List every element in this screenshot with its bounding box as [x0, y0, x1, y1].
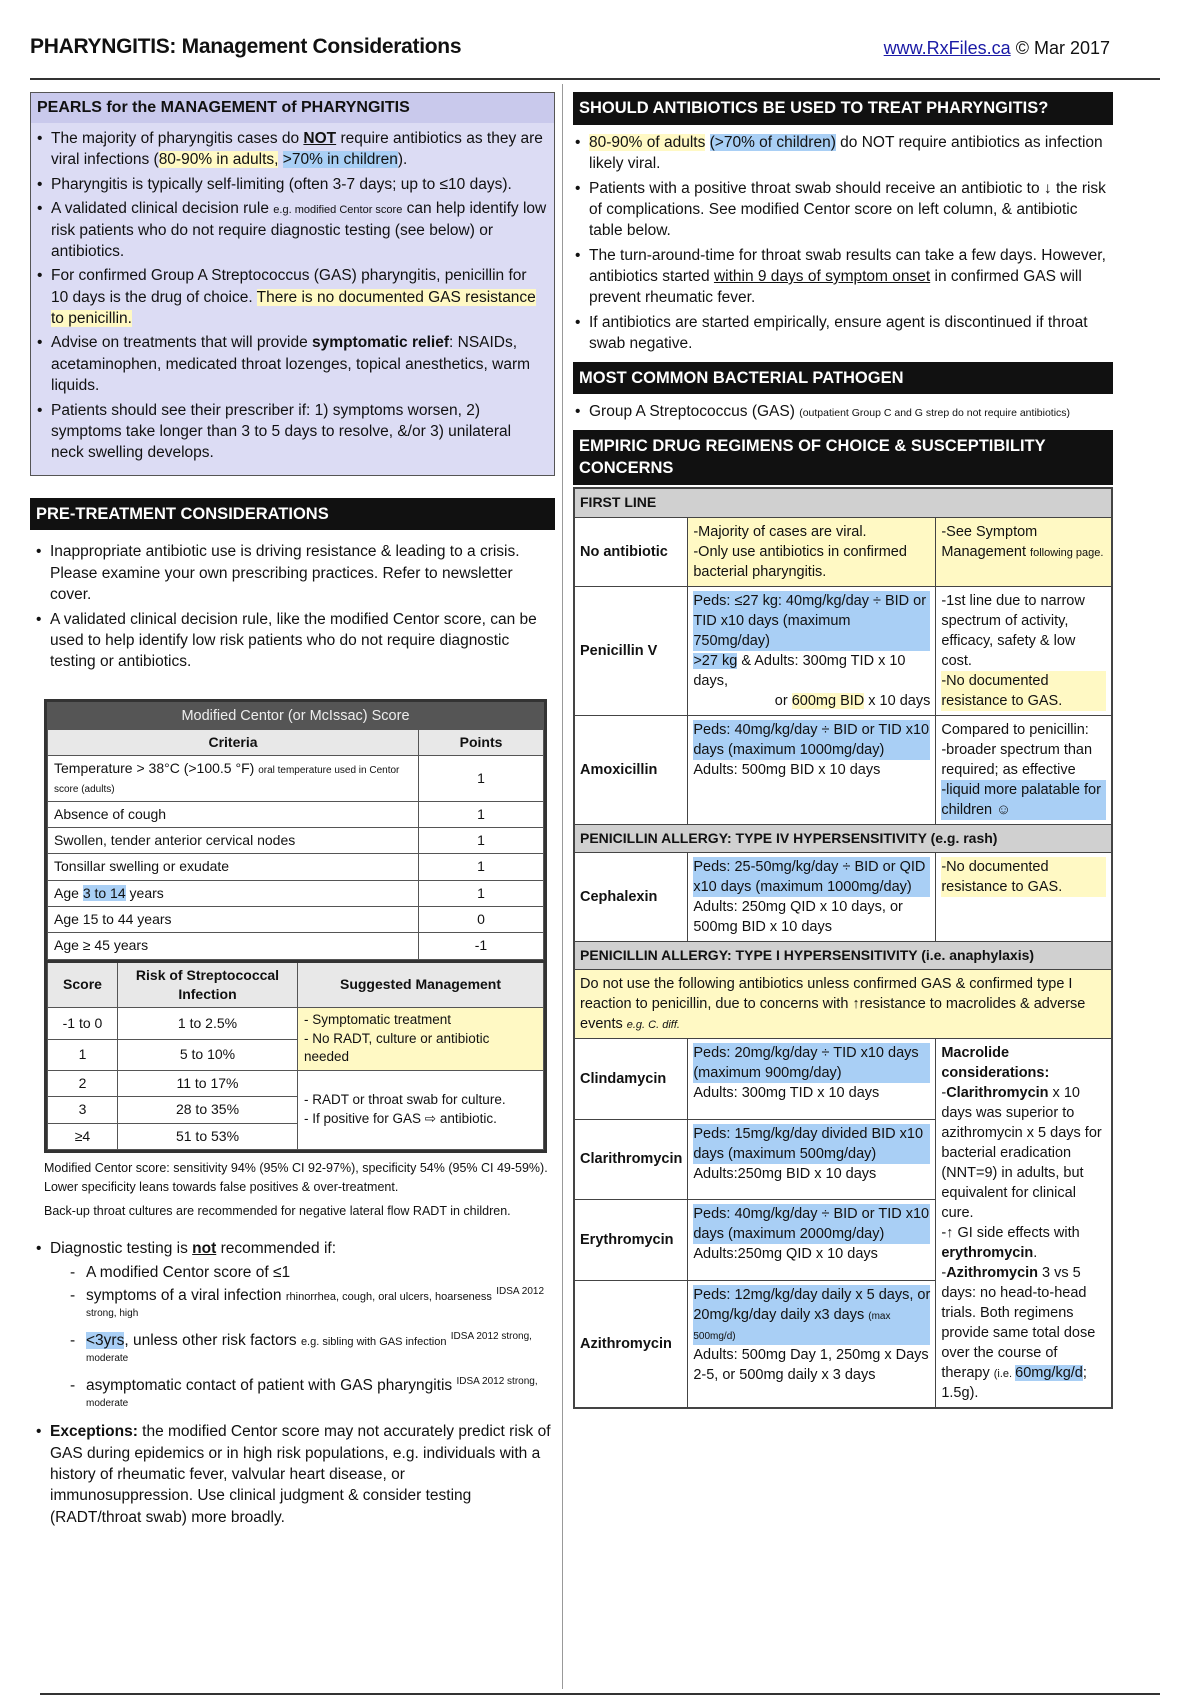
diag-item: - symptoms of a viral infection rhinorrhea, cough, oral ulcers, hoarseness $^{IDSA 2012 strong, high}$ — [70, 1285, 551, 1328]
criteria-row: Age 3 to 14 years 1 — [48, 880, 544, 906]
should-list — [573, 125, 1113, 362]
should-item: • 80-90% of adults (>70% of children) do NOT require antibiotics as infection likely viral. — [575, 132, 1109, 175]
header-divider — [30, 78, 1160, 80]
pearls-box — [30, 123, 555, 476]
macrolide-considerations: Macrolide considerations: -Clarithromycin x 10 days was superior to azithromycin x 5 days for bacterial eradication (NNT=9) in adults, but equivalent for clinical cure. -↑ GI side effects with erythromycin. -Azithromycin 3 vs 5 days: no head-to-head trials. Both regimens provide same total dose over the course of therapy (i.e. 60mg/kg/d; 1.5g). — [936, 1039, 1112, 1408]
centor-note: Modified Centor score: sensitivity 94% (95% CI 92-97%), specificity 54% (95% CI 49-59%). Lower specificity leans towards false positives & over-treatment. — [44, 1160, 548, 1194]
page-title: PHARYNGITIS: Management Considerations — [30, 35, 462, 58]
drug-name: Amoxicillin — [575, 715, 688, 824]
site-link[interactable]: www.RxFiles.ca — [883, 38, 1011, 58]
regimen-table — [573, 487, 1113, 1409]
criteria-row: Absence of cough 1 — [48, 801, 544, 827]
criteria-row: Age ≥ 45 years -1 — [48, 933, 544, 959]
should-heading: SHOULD ANTIBIOTICS BE USED TO TREAT PHARYNGITIS? — [573, 92, 1113, 125]
macrolide-warning: Do not use the following antibiotics unless confirmed GAS & confirmed type I reaction to penicillin, due to concerns with ↑resistance to macrolides & adverse events e.g. C. diff. — [575, 970, 1112, 1039]
risk-row: 3 28 to 35% — [48, 1097, 544, 1123]
allergy-type1-header: PENICILLIN ALLERGY: TYPE I HYPERSENSITIVITY (i.e. anaphylaxis) — [575, 941, 1112, 969]
risk-row: 2 11 to 17% - RADT or throat swab for culture. - If positive for GAS ⇨ antibiotic. — [48, 1071, 544, 1097]
pearls-item: • Pharyngitis is typically self-limiting (often 3-7 days; up to ≤10 days). — [37, 174, 548, 195]
pearls-heading: PEARLS for the MANAGEMENT of PHARYNGITIS — [30, 92, 555, 123]
pearls-item: • Patients should see their prescriber if: 1) symptoms worsen, 2) symptoms take longer than 3 to 5 days to resolve, &/or 3) unilateral neck swelling develops. — [37, 400, 548, 464]
drug-row-clindamycin: Clindamycin Peds: 20mg/kg/day ÷ TID x10 days (maximum 900mg/day) Adults: 300mg TID x 10 days Macrolide considerations: -Clarithromycin x 10 days was superior to azithromycin x 5 days for bacterial eradication (NNT=9) in adults, but equivalent for clinical cure. -↑ GI side effects with erythromycin. -Azithromycin 3 vs 5 days: no head-to-head trials. Both regimens provide same total dose over the course of therapy (i.e. 60mg/kg/d; 1.5g). — [575, 1039, 1112, 1120]
drug-row-penicillin: Penicillin V Peds: ≤27 kg: 40mg/kg/day ÷ BID or TID x10 days (maximum 750mg/day) >27 kg & Adults: 300mg TID x 10 days, or 600mg BID x 10 days -1st line due to narrow spectrum of activity, efficacy, safety & low cost. -No documented resistance to GAS. — [575, 586, 1112, 715]
drug-name: Erythromycin — [575, 1200, 688, 1281]
pearls-item: • Advise on treatments that will provide symptomatic relief: NSAIDs, acetaminophen, medicated throat lozenges, topical anesthetics, warm liquids. — [37, 332, 548, 396]
exceptions-item: • Exceptions: the modified Centor score may not accurately predict risk of GAS during epidemics or in high risk populations, e.g. individuals with a history of rheumatic fever, valvular heart disease, or immunosuppression. Use clinical judgment & consider testing (RADT/throat swab) more broadly. — [36, 1421, 551, 1528]
drug-row-cephalexin: Cephalexin Peds: 25-50mg/kg/day ÷ BID or QID x10 days (maximum 1000mg/day) Adults: 250mg QID x 10 days, or 500mg BID x 10 days -No documented resistance to GAS. — [575, 852, 1112, 941]
diag-intro: • Diagnostic testing is not recommended if: - A modified Centor score of ≤1 - symptoms of a viral infection rhinorrhea, cough, oral ulcers, hoarseness $^{IDSA 2012 strong, high}$ - <3yrs, unless other risk factors e.g. sibling with GAS infection $^{IDSA 2012 strong, moderate}$ - asymptomatic contact of patient with GAS pharyngitis $^{IDSA 2012 strong, moderate}$ — [36, 1238, 551, 1418]
should-item: • The turn-around-time for throat swab results can take a few days. However, antibiotics started within 9 days of symptom onset in confirmed GAS will prevent rheumatic fever. — [575, 245, 1109, 309]
centor-score-table — [44, 699, 547, 1153]
date: © Mar 2017 — [1015, 38, 1110, 58]
diagnostic-section — [30, 1227, 555, 1528]
drug-name: Penicillin V — [575, 586, 688, 715]
criteria-row: Tonsillar swelling or exudate 1 — [48, 854, 544, 880]
drug-row-amoxicillin: Amoxicillin Peds: 40mg/kg/day ÷ BID or TID x10 days (maximum 1000mg/day) Adults: 500mg BID x 10 days Compared to penicillin: -broader spectrum than required; as effective -liquid more palatable for children ☺ — [575, 715, 1112, 824]
should-item: • Patients with a positive throat swab should receive an antibiotic to ↓ the risk of complications. See modified Centor score on left column, & antibiotic table below. — [575, 178, 1109, 242]
pearls-item: • The majority of pharyngitis cases do NOT require antibiotics as they are viral infections (80-90% in adults, >70% in children). — [37, 128, 548, 171]
risk-row: -1 to 0 1 to 2.5% - Symptomatic treatment - No RADT, culture or antibiotic needed — [48, 1008, 544, 1039]
left-column — [30, 92, 555, 1531]
drug-name: Clarithromycin — [575, 1119, 688, 1200]
centor-note: Back-up throat cultures are recommended for negative lateral flow RADT in children. — [44, 1204, 511, 1219]
allergy-type4-header: PENICILLIN ALLERGY: TYPE IV HYPERSENSITIVITY (e.g. rash) — [575, 824, 1112, 852]
diag-item: - <3yrs, unless other risk factors e.g. sibling with GAS infection $^{IDSA 2012 strong, moderate}$ — [70, 1330, 551, 1373]
pretreat-item: • A validated clinical decision rule, like the modified Centor score, can be used to help identify low risk patients who do not require diagnostic testing or antibiotics. — [36, 609, 551, 673]
risk-row: 1 5 to 10% — [48, 1039, 544, 1070]
management-header: Suggested Management — [298, 961, 544, 1008]
criteria-row: Age 15 to 44 years 0 — [48, 906, 544, 932]
site-credit — [884, 36, 1110, 61]
drug-name: Azithromycin — [575, 1280, 688, 1407]
footer-divider — [40, 1693, 1160, 1695]
criteria-row: Temperature > 38°C (>100.5 °F) oral temperature used in Centor score (adults) 1 — [48, 756, 544, 802]
drug-row-clarithromycin: Clarithromycin Peds: 15mg/kg/day divided BID x10 days (maximum 500mg/day) Adults:250mg BID x 10 days — [575, 1119, 1112, 1200]
drug-row-azithromycin: Azithromycin Peds: 12mg/kg/day daily x 5 days, or 20mg/kg/day daily x3 days (max 500mg/d) Adults: 500mg Day 1, 250mg x Days 2-5, or 500mg daily x 3 days — [575, 1280, 1112, 1407]
pretreat-heading: PRE-TREATMENT CONSIDERATIONS — [30, 498, 555, 531]
column-divider — [562, 84, 563, 1689]
criteria-header: Criteria — [48, 729, 419, 755]
pathogen-item: • Group A Streptococcus (GAS) (outpatient Group C and G strep do not require antibiotics) — [575, 401, 1109, 422]
pearls-item: • A validated clinical decision rule e.g. modified Centor score can help identify low risk patients who do not require diagnostic testing (see below) or antibiotics. — [37, 198, 548, 262]
drug-name: No antibiotic — [575, 517, 688, 586]
pretreat-list — [30, 530, 555, 672]
diag-item: - asymptomatic contact of patient with GAS pharyngitis $^{IDSA 2012 strong, moderate}$ — [70, 1375, 551, 1418]
drug-row-no-antibiotic: No antibiotic -Majority of cases are viral. -Only use antibiotics in confirmed bacterial pharyngitis. -See Symptom Management following page. — [575, 517, 1112, 586]
drug-name: Cephalexin — [575, 852, 688, 941]
points-header: Points — [419, 729, 544, 755]
drug-row-erythromycin: Erythromycin Peds: 40mg/kg/day ÷ BID or TID x10 days (maximum 2000mg/day) Adults:250mg QID x 10 days — [575, 1200, 1112, 1281]
pathogen-list — [573, 394, 1113, 429]
diag-item: - A modified Centor score of ≤1 — [70, 1262, 551, 1283]
centor-notes — [44, 1159, 549, 1221]
pearls-item: • For confirmed Group A Streptococcus (GAS) pharyngitis, penicillin for 10 days is the drug of choice. There is no documented GAS resistance to penicillin. — [37, 265, 548, 329]
management-low: - Symptomatic treatment - No RADT, culture or antibiotic needed — [298, 1008, 544, 1071]
pathogen-heading: MOST COMMON BACTERIAL PATHOGEN — [573, 362, 1113, 395]
score-header: Score — [48, 961, 118, 1008]
centor-title: Modified Centor (or McIssac) Score — [48, 702, 544, 729]
pretreat-item: • Inappropriate antibiotic use is driving resistance & leading to a crisis. Please examine your own prescribing practices. Refer to newsletter cover. — [36, 541, 551, 605]
criteria-row: Swollen, tender anterior cervical nodes 1 — [48, 827, 544, 853]
regimen-heading: EMPIRIC DRUG REGIMENS OF CHOICE & SUSCEPTIBILITY CONCERNS — [573, 430, 1113, 486]
drug-name: Clindamycin — [575, 1039, 688, 1120]
risk-header: Risk of Streptococcal Infection — [118, 961, 298, 1008]
first-line-header: FIRST LINE — [575, 489, 1112, 517]
should-item: • If antibiotics are started empirically, ensure agent is discontinued if throat swab negative. — [575, 312, 1109, 355]
management-high: - RADT or throat swab for culture. - If positive for GAS ⇨ antibiotic. — [298, 1071, 544, 1150]
risk-row: ≥4 51 to 53% — [48, 1123, 544, 1149]
right-column — [573, 92, 1113, 1409]
